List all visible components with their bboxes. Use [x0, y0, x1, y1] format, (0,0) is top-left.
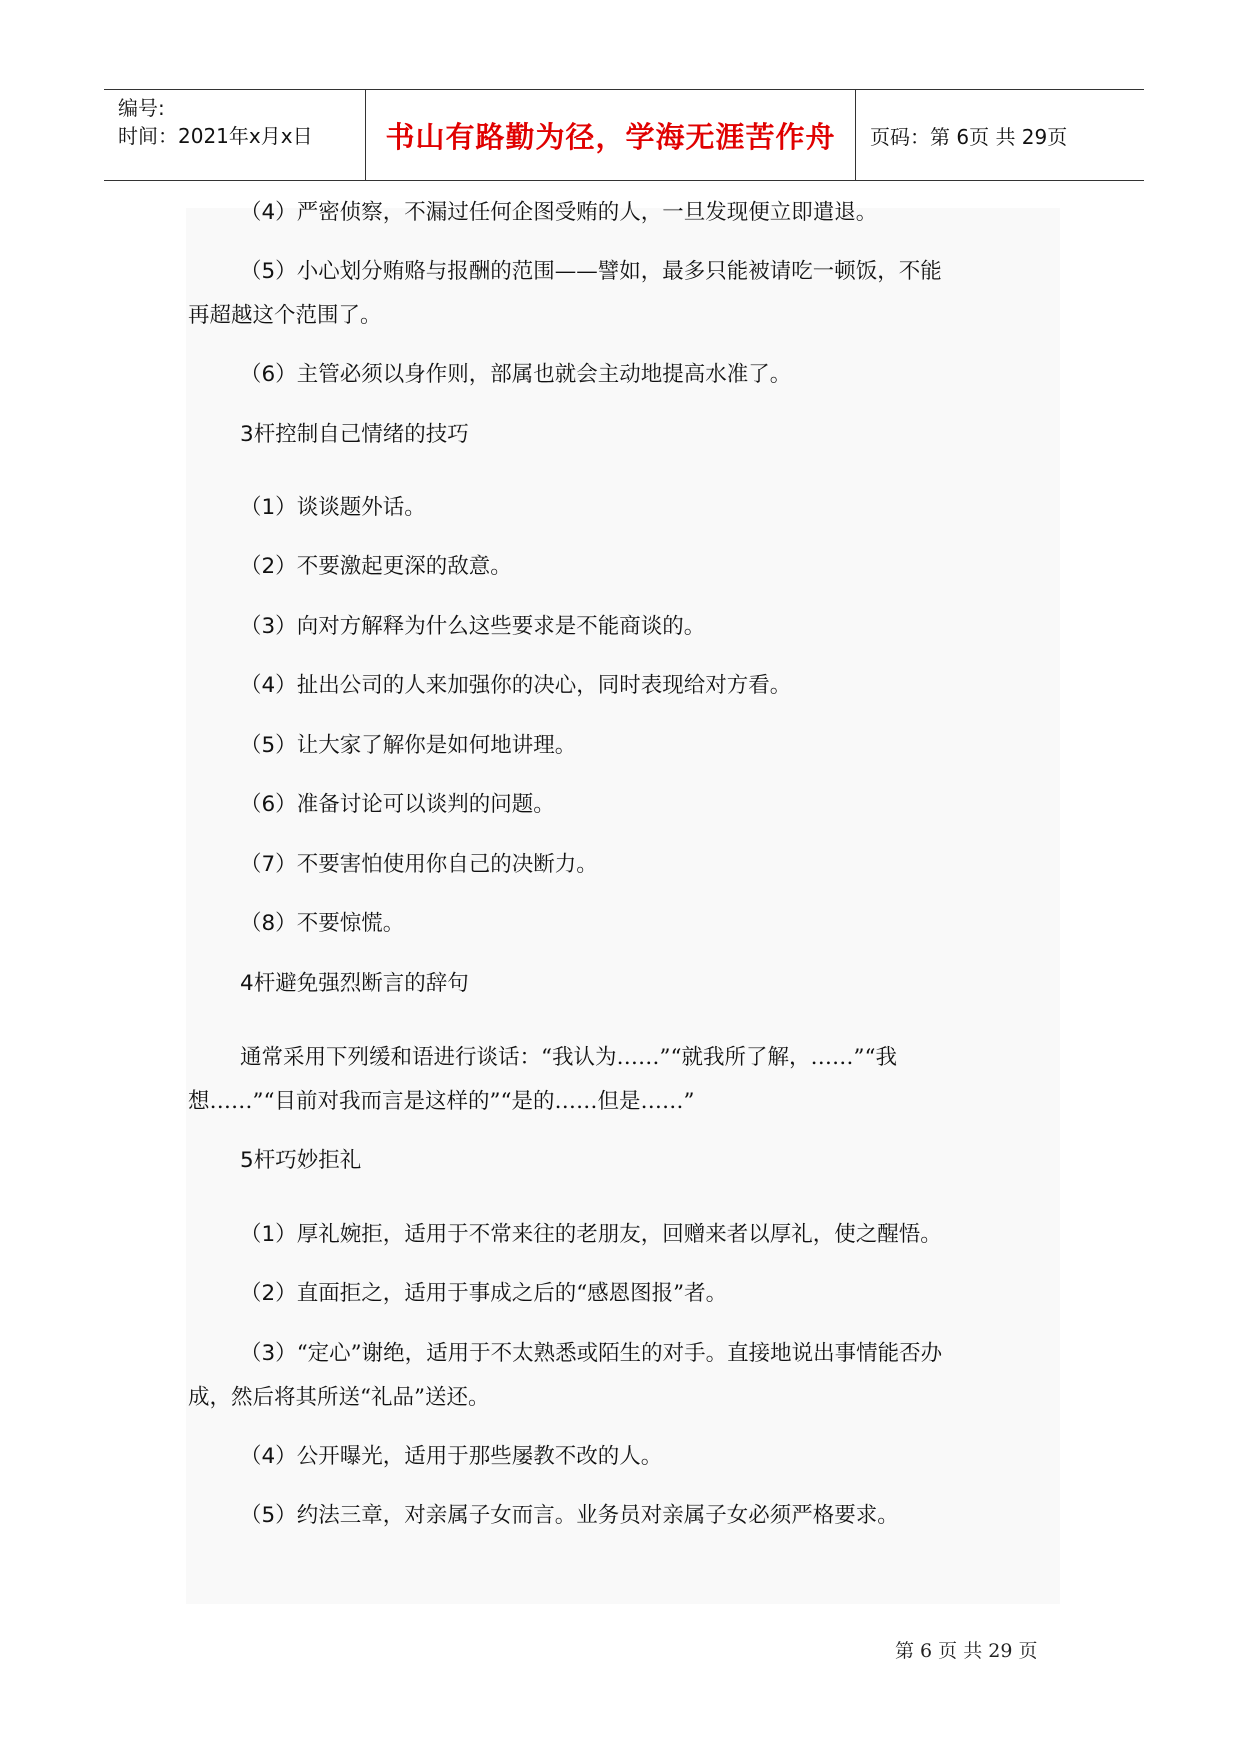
document-number-label: 编号:	[118, 96, 165, 120]
paragraph: （3）向对方解释为什么这些要求是不能商谈的。	[240, 614, 706, 639]
paragraph: （4）公开曝光，适用于那些屡教不改的人。	[240, 1444, 663, 1469]
paragraph: （3）“定心”谢绝，适用于不太熟悉或陌生的对手。直接地说出事情能否办	[240, 1341, 943, 1366]
paragraph: （5）让大家了解你是如何地讲理。	[240, 733, 577, 758]
paragraph: 通常采用下列缓和语进行谈话：“我认为……”“就我所了解，……”“我	[240, 1045, 897, 1070]
paragraph: （8）不要惊慌。	[240, 911, 405, 936]
paragraph: （2）不要激起更深的敌意。	[240, 554, 512, 579]
paragraph: （5）小心划分贿赂与报酬的范围——譬如，最多只能被请吃一顿饭，不能	[240, 259, 942, 284]
paragraph: （6）准备讨论可以谈判的问题。	[240, 792, 555, 817]
paragraph: （6）主管必须以身作则，部属也就会主动地提高水准了。	[240, 362, 792, 387]
paragraph: 成，然后将其所送“礼品”送还。	[188, 1385, 490, 1410]
page-header	[104, 89, 1144, 181]
header-info-cell	[104, 90, 366, 180]
header-motto: 书山有路勤为径，学海无涯苦作舟	[366, 90, 856, 180]
section-heading: 4杆避免强烈断言的辞句	[240, 971, 469, 996]
paragraph: 想……”“目前对我而言是这样的”“是的……但是……”	[188, 1089, 695, 1114]
document-time-label: 时间：2021年x月x日	[118, 124, 313, 148]
paragraph: （1）厚礼婉拒，适用于不常来往的老朋友，回赠来者以厚礼，使之醒悟。	[240, 1222, 942, 1247]
paragraph: （2）直面拒之，适用于事成之后的“感恩图报”者。	[240, 1281, 728, 1306]
paragraph: （5）约法三章，对亲属子女而言。业务员对亲属子女必须严格要求。	[240, 1503, 899, 1528]
paragraph: （1）谈谈题外话。	[240, 495, 426, 520]
paragraph: 再超越这个范围了。	[188, 303, 382, 328]
paragraph: （7）不要害怕使用你自己的决断力。	[240, 852, 598, 877]
header-page-number: 页码：第 6页 共 29页	[870, 124, 1068, 149]
paragraph: （4）严密侦察，不漏过任何企图受贿的人，一旦发现便立即遣退。	[240, 200, 878, 225]
paragraph: （4）扯出公司的人来加强你的决心，同时表现给对方看。	[240, 673, 792, 698]
section-heading: 5杆巧妙拒礼	[240, 1148, 362, 1173]
page-footer: 第 6 页 共 29 页	[895, 1640, 1038, 1662]
section-heading: 3杆控制自己情绪的技巧	[240, 422, 469, 447]
